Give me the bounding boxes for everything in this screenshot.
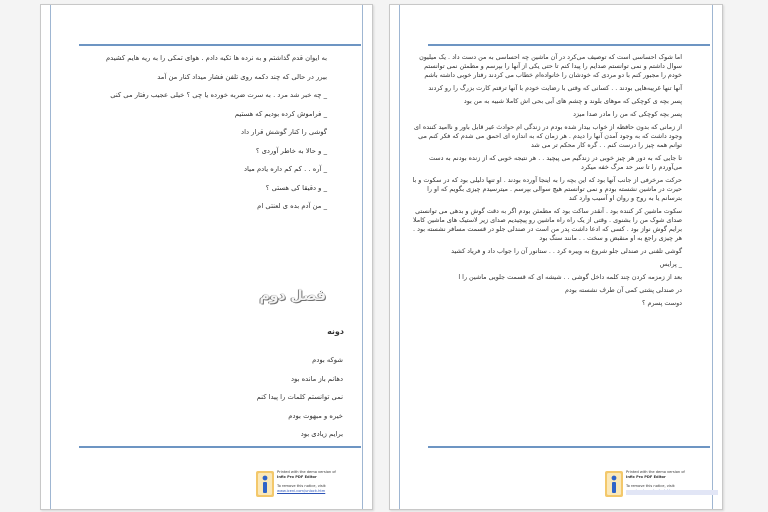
paragraph: آنها تنها غریبه‌هایی بودند . . کسانی که وقتی با رضایت خودم با آنها ترفتم کارت بزرگ را رو کردند [428, 84, 682, 92]
poem-line: نمی توانستم کلمات را پیدا کنم [256, 393, 343, 401]
chapter-title: فصل دوم [259, 288, 326, 304]
paragraph: اما شوک احساسی است که توصیف می‌کرد در آن ماشین چه احساسی به من دست داد . یک میلیون سوال داشتم و نمی توانستم صدایم را پیدا کنم تا حتی یکی از آنها را بپرسم و مطمئن نمی توانستم خودم را مجبور کنم با دو مردی که خودشان را خانواده‌ام خطاب می کردند رفتار خوبی داشته باشم [419, 53, 682, 79]
section-heading: دونه [327, 327, 344, 336]
paragraph: پسر بچه کوچکی که من را مادر صدا میزد [573, 110, 682, 118]
paragraph: بعد از زمزمه کردن چند کلمه داخل گوشی . . شیشه ای که قسمت جلویی ماشین را ا [458, 273, 682, 281]
page-margin-line-right [362, 5, 363, 509]
demo-notice-product: Infix Pro PDF Editor [277, 475, 317, 479]
paragraph: دوست پسرم ؟ [642, 299, 682, 307]
paragraph: _ چه خبر شد مرد . به سرت ضربه خورده یا چی ؟ خیلی عجیب رفتار می کنی [110, 91, 327, 99]
poem-line: شوکه بودم [312, 356, 343, 364]
paragraph: در صندلی پشتی کمی آن طرف نشسته بودم [564, 286, 682, 294]
demo-notice [277, 470, 369, 494]
top-rule [79, 44, 361, 46]
infix-logo-icon [604, 469, 624, 499]
paragraph: گوشی تلفنی در صندلی جلو شروع به ویبره کرد . . ستانور آن را جواب داد و فریاد کشید [451, 247, 682, 255]
poem-line: خیره و مبهوت بودم [288, 411, 343, 420]
demo-notice-line: To remove this notice, visit: [277, 484, 327, 488]
paragraph: از زمانی که بدون حافظه از خواب بیدار شده بودم در زندگی ام حوادث غیر قابل باور و ناامید کننده ای وجود داشت که به وجود آمدن آنها را دیدم . هر زمان که به اندازه ای احمق می شدم که فکر کنم می توانم همه چیز را درست کنم . . گره کار محکم تر می شد [414, 123, 682, 149]
paragraph: _ من آدم بده ی لعنتی ام [257, 202, 327, 210]
paragraph: _ پرایس [659, 260, 682, 268]
paragraph: پسر بچه ی کوچکی که موهای بلوند و چشم های آبی بحی اش کاملا شبیه به من بود [463, 97, 682, 105]
page-margin-line-right [712, 5, 713, 509]
paragraph: گوشی را کنار گوشش قرار داد [241, 128, 327, 136]
demo-watermark-footer [604, 469, 720, 499]
intro-text-block [61, 53, 327, 220]
bottom-rule [428, 446, 710, 448]
paragraph: _ و حالا به خاطر آوردی ؟ [255, 146, 327, 155]
paragraph: _ و دقیقا کی هستی ؟ [265, 183, 327, 192]
paragraph: _ فراموش کرده بودیم که هستیم [234, 109, 327, 118]
paragraph: حرکت مرخرفی از جانب آنها بود که این بچه را به اینجا آورده بودند . او تنها دلیلی بود که در سکوت و با حیرت در ماشین نشسته بودم و نمی توانستم هیچ سوالی بپرسم . میترسیدم چیزی بگویم که او را بترسانم یا به روح و روان او آسیب وارد کند [412, 176, 682, 202]
unlock-link[interactable]: www.iceni.com/unlock.htm [277, 489, 326, 493]
page-margin-line-left [50, 5, 51, 509]
poem-block [161, 355, 343, 448]
left-page [40, 4, 373, 510]
demo-notice-line: Printed with the demo version of [626, 470, 685, 474]
bottom-rule [79, 446, 361, 448]
demo-notice-line: To remove this notice, visit: [626, 484, 676, 488]
poem-line: دهانم باز مانده بود [291, 374, 343, 383]
paragraph: تا جایی که به دور هر چیز خوبی در زندگیم می پیچید . . هر نتیجه خوبی که از زنده بودنم به دست می‌آوردم را تا سر حد مرگ خفه میکرد [428, 154, 682, 171]
paragraph: بیرر در حالی که چند دکمه روی تلفن فشار میداد کنار من آمد [157, 72, 327, 81]
poem-line: برایم زیادی بود [300, 430, 343, 438]
right-page [389, 4, 723, 510]
top-rule [428, 44, 710, 46]
paragraph: سکوت ماشین کر کننده بود . آنقدر ساکت بود که مطمئن بودم اگر به دقت گوش و بدهی می توانستی صدای شوک من را بشنوی . وقتی از یک راه راه ماشین رو پیچیدیم صدای زیر لاستیک های ماشین کاملا برایم گوش نواز بود . کسی که ادعا داشت پدر من است در صندلی جلو در قسمت مسافر نشسته بود . هر چیزی راجع به او منقبض و سخت . . مانند سنگ بود [412, 207, 682, 242]
demo-notice-line: Printed with the demo version of [277, 470, 336, 474]
demo-notice-product: Infix Pro PDF Editor [626, 475, 666, 479]
page-margin-line-left [399, 5, 400, 509]
paragraph: _ آره . . کم کم داره یادم میاد [244, 165, 327, 173]
footer-bar [626, 490, 718, 495]
paragraph: به ایوان قدم گذاشتم و به نرده ها تکیه دادم . هوای تمکی را به ریه هایم کشیدم [105, 54, 327, 62]
body-text-block [412, 53, 682, 312]
demo-watermark-footer [255, 469, 371, 499]
infix-logo-icon [255, 469, 275, 499]
